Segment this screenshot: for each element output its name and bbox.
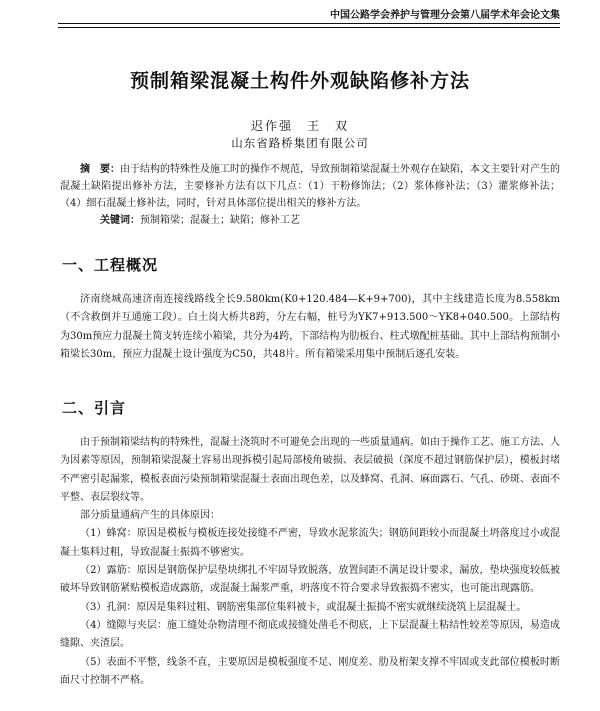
paper-affiliation: 山东省路桥集团有限公司 [231, 136, 369, 150]
keywords-line [60, 212, 560, 229]
paragraph: 由于预制箱梁结构的特殊性，混凝土浇筑时不可避免会出现的一些质量通病。如由于操作工艺、施工方法、人为因素等原因，预制箱梁混凝土容易出现拆模引起局部棱角破损、表层破损（深度不超过钢筋保护层），模板封堵不严密引起漏浆，模板表面污染预制箱梁混凝土表面出现色差，以及蜂窝、孔洞、麻面露石、气孔、砂斑、表面不平整、表层裂纹等。 [60, 437, 560, 503]
section-introduction-body [60, 434, 560, 690]
section-heading-introduction: 二、引言 [62, 399, 127, 417]
running-header-title: 中国公路学会养护与管理分会第八届学术年会论文集 [58, 6, 560, 24]
abstract-label: 摘 要： [80, 164, 120, 175]
paragraph: 济南绕城高速济南连接线路线全长9.580km(K0+120.484—K+9+700)，其中主线建造长度为8.558km（不含救倒并互通施工段）。白土岗大桥共8跨，分左右幅，桩号为YK7+913.500～YK8+040.500。上部结构为30m预应力混凝土简支转连续小箱梁，共分为4跨，下部结构为肋板台、柱式墩配桩基础。其中上部结构预制小箱梁长30m，预应力混凝土设计强度为C50，共48片。所有箱梁采用集中预制后逐孔安装。 [60, 294, 560, 360]
paragraph: （5）表面不平整，线条不直，主要原因是模板强度不足、刚度差、肋及桁架支撑不牢固或支此部位模板时断面尺寸控制不严格。 [60, 656, 560, 686]
keywords-label: 关键词： [100, 215, 140, 226]
section-overview-body [60, 291, 560, 364]
paragraph: （3）孔洞：原因是集料过粗、钢筋密集部位集料被卡，或混凝土振捣不密实就继续浇筑上层混凝土。 [80, 601, 527, 613]
paper-authors: 迟作强 王 双 [250, 119, 349, 133]
section-heading-overview: 一、工程概况 [62, 256, 159, 274]
paragraph: （1）蜂窝：原因是模板与模板连接处接缝不严密，导致水泥浆流失；钢筋间距较小而混凝土坍落度过小或混凝土集料过粗，导致混凝土振捣不够密实。 [60, 528, 560, 558]
paragraph: 部分质量通病产生的具体原因： [80, 510, 220, 522]
running-header [58, 6, 560, 28]
paragraph: （4）缝隙与夹层：施工缝处杂物清理不彻底或接缝处凿毛不彻底，上下层混凝土粘结性较差等原因，易造成缝隙、夹渣层。 [60, 619, 560, 650]
abstract-text: 由于结构的特殊性及施工时的操作不规范，导致预制箱梁混凝土外观存在缺陷，本文主要针对产生的混凝土缺陷提出修补方法，主要修补方法有以下几点：（1）干粉修饰法；（2）浆体修补法；（3）灌浆修补法；（4）细石混凝土修补法，同时，针对具体部位提出相关的修补方法。 [60, 164, 560, 209]
keywords-text: 预制箱梁；混凝土；缺陷；修补工艺 [140, 215, 300, 226]
abstract-block [60, 161, 560, 229]
paragraph: （2）露筋：原因是钢筋保护层垫块绑扎不牢固导致脱落，放置间距不满足设计要求，漏放，垫块强度较低被破坏导致钢筋紧贴模板造成露筋，或混凝土漏浆严重，坍落度不符合要求导致振捣不密实，也可能出现露筋。 [60, 565, 560, 595]
paper-title: 预制箱梁混凝土构件外观缺陷修补方法 [129, 70, 470, 92]
abstract-paragraph [60, 161, 560, 212]
